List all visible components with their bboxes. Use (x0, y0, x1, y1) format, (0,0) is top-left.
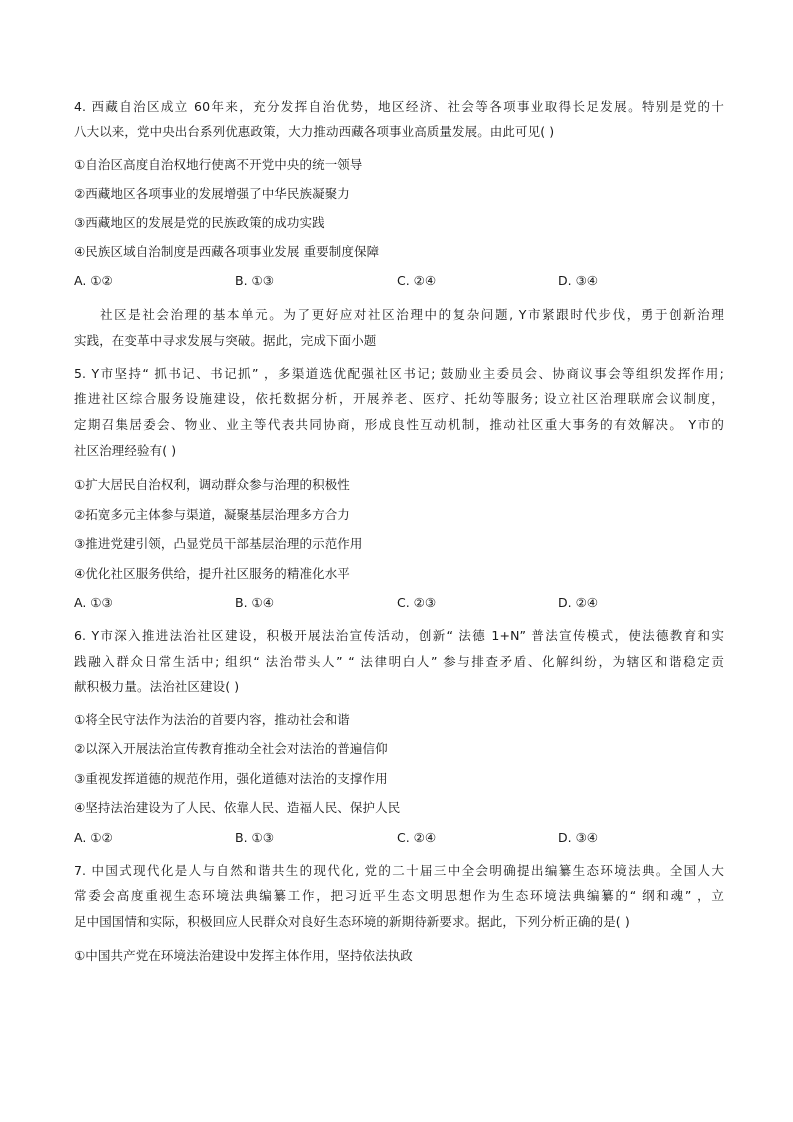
intro-line-2: 实践，在变革中寻求发展与突破。据此，完成下面小题 (74, 333, 377, 348)
q5-option-a[interactable]: A. ①③ (74, 595, 113, 610)
q4-option-a[interactable]: A. ①② (74, 273, 113, 288)
q6-item-2: ②以深入开展法治宣传教育推动全社会对法治的普遍信仰 (74, 741, 388, 756)
q5-option-c[interactable]: C. ②③ (397, 595, 437, 610)
q5-option-d[interactable]: D. ②④ (558, 595, 598, 610)
q5-stem-line-4: 社区治理经验有( ) (74, 443, 177, 458)
q5-stem-line-2: 推进社区综合服务设施建设，依托数据分析，开展养老、医疗、托幼等服务; 设立社区治理联席会议制度， (74, 391, 724, 406)
q6-option-b[interactable]: B. ①③ (235, 830, 274, 845)
q7-stem-line-1: 7. 中国式现代化是人与自然和谐共生的现代化, 党的二十届三中全会明确提出编纂生态环境法典。全国人大 (74, 863, 724, 878)
q6-option-a[interactable]: A. ①② (74, 830, 113, 845)
q6-option-d[interactable]: D. ③④ (558, 830, 598, 845)
q4-stem-line-2: 八大以来，党中央出台系列优惠政策，大力推动西藏各项事业高质量发展。由此可见( ) (74, 124, 555, 139)
q7-stem-line-2: 常委会高度重视生态环境法典编纂工作，把习近平生态文明思想作为生态环境法典编纂的“ 纲和魂” ，立 (74, 888, 724, 903)
q4-option-d[interactable]: D. ③④ (558, 273, 598, 288)
q6-stem-line-2: 践融入群众日常生活中; 组织“ 法治带头人” “ 法律明白人” 参与排查矛盾、化解纠纷，为辖区和谐稳定贡 (74, 654, 724, 669)
q5-stem-line-1: 5. Y市坚持“ 抓书记、书记抓” ，多渠道选优配强社区书记; 鼓励业主委员会、协商议事会等组织发挥作用; (74, 366, 724, 381)
q5-item-2: ②拓宽多元主体参与渠道，凝聚基层治理多方合力 (74, 507, 350, 522)
q6-stem-line-3: 献积极力量。法治社区建设( ) (74, 679, 240, 694)
q4-item-4: ④民族区域自治制度是西藏各项事业发展 重要制度保障 (74, 244, 380, 259)
q6-stem-line-1: 6. Y市深入推进法治社区建设，积极开展法治宣传活动，创新“ 法德 1+N” 普法宣传模式，使法德教育和实 (74, 628, 724, 643)
q4-option-c[interactable]: C. ②④ (397, 273, 437, 288)
q6-item-1: ①将全民守法作为法治的首要内容，推动社会和谐 (74, 712, 350, 727)
q6-item-3: ③重视发挥道德的规范作用，强化道德对法治的支撑作用 (74, 771, 388, 786)
q5-item-3: ③推进党建引领，凸显党员干部基层治理的示范作用 (74, 536, 363, 551)
q5-item-4: ④优化社区服务供给，提升社区服务的精准化水平 (74, 566, 350, 581)
q7-item-1: ①中国共产党在环境法治建设中发挥主体作用，坚持依法执政 (74, 948, 413, 963)
q6-option-c[interactable]: C. ②④ (397, 830, 437, 845)
q5-item-1: ①扩大居民自治权利，调动群众参与治理的积极性 (74, 477, 350, 492)
q4-item-3: ③西藏地区的发展是党的民族政策的成功实践 (74, 215, 325, 230)
q7-stem-line-3: 足中国国情和实际，积极回应人民群众对良好生态环境的新期待新要求。据此，下列分析正确的是( ) (74, 914, 630, 929)
q4-option-b[interactable]: B. ①③ (235, 273, 274, 288)
intro-line-1: 社区是社会治理的基本单元。为了更好应对社区治理中的复杂问题, Y市紧跟时代步伐，勇于创新治理 (100, 307, 724, 322)
q4-stem-line-1: 4. 西藏自治区成立 60年来，充分发挥自治优势，地区经济、社会等各项事业取得长足发展。特别是党的十 (74, 99, 724, 114)
q5-stem-line-3: 定期召集居委会、物业、业主等代表共同协商，形成良性互动机制，推动社区重大事务的有效解决。 Y市的 (74, 417, 724, 432)
q6-item-4: ④坚持法治建设为了人民、依靠人民、造福人民、保护人民 (74, 800, 401, 815)
q4-item-2: ②西藏地区各项事业的发展增强了中华民族凝聚力 (74, 186, 350, 201)
q4-item-1: ①自治区高度自治权地行使离不开党中央的统一领导 (74, 157, 363, 172)
q5-option-b[interactable]: B. ①④ (235, 595, 274, 610)
